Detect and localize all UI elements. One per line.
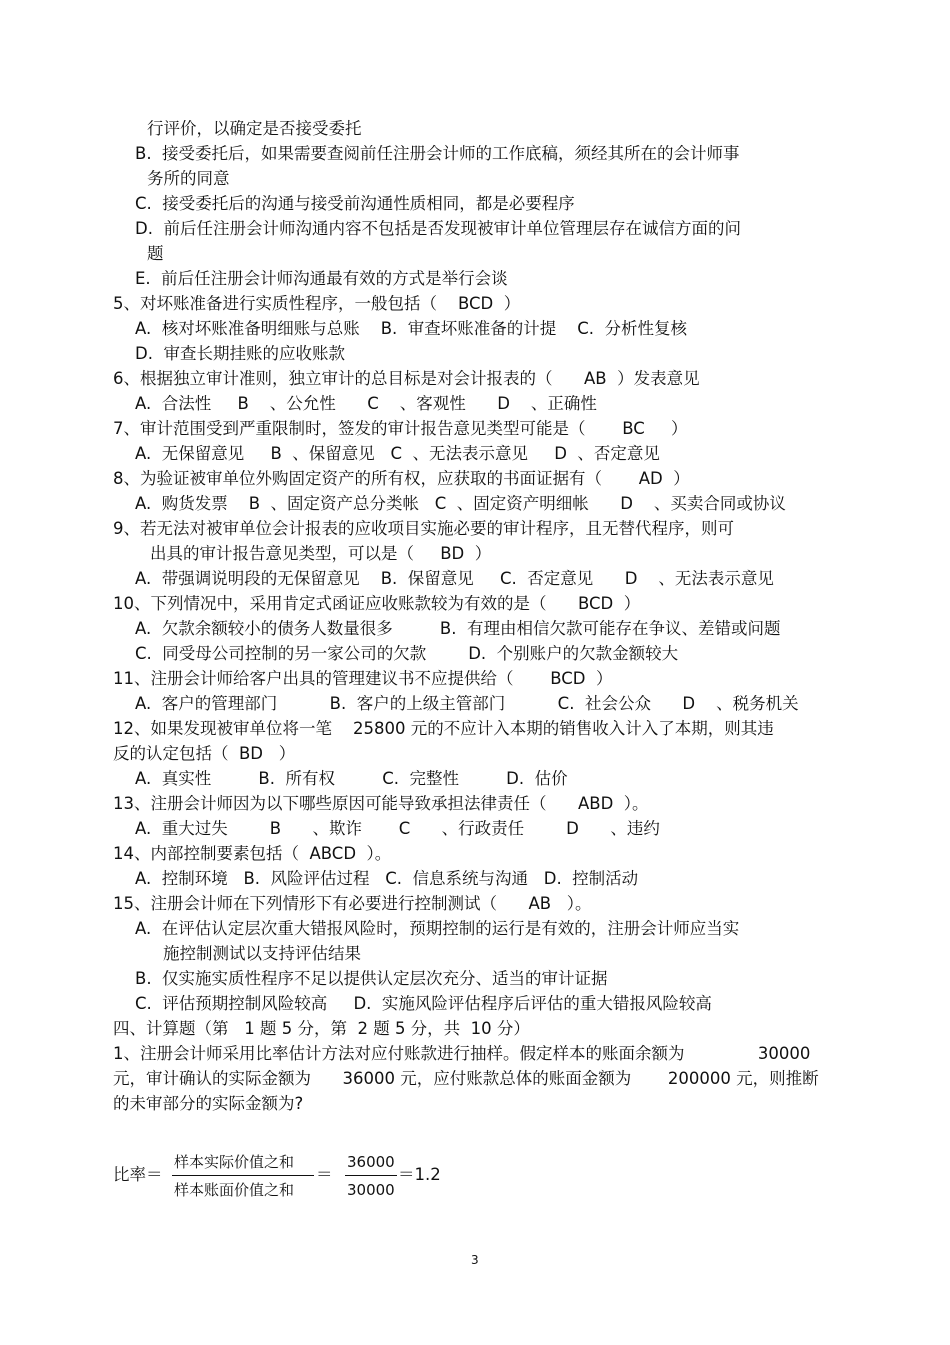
text-line: A. 核对坏账准备明细账与总账 B. 审查坏账准备的计提 C. 分析性复核	[135, 319, 688, 338]
question-line: 15、注册会计师在下列情形下有必要进行控制测试（ AB ）。	[113, 894, 592, 913]
question-line: 10、下列情况中，采用肯定式函证应收账款较为有效的是（ BCD ）	[113, 594, 641, 613]
text-line: 的未审部分的实际金额为?	[113, 1094, 304, 1113]
question-line: 1、注册会计师采用比率估计方法对应付账款进行抽样。假定样本的账面余额为 30000	[113, 1044, 811, 1063]
question-line: 14、内部控制要素包括（ ABCD ）。	[113, 844, 392, 863]
text-line: A. 客户的管理部门 B. 客户的上级主管部门 C. 社会公众 D 、税务机关	[135, 694, 799, 713]
formula-denominator-value: 30000	[347, 1181, 395, 1199]
page-number: 3	[471, 1253, 479, 1267]
question-line: 12、如果发现被审单位将一笔 25800 元的不应计入本期的销售收入计入了本期，则其违	[113, 719, 774, 738]
fraction-bar	[345, 1175, 397, 1176]
text-line: A. 无保留意见 B 、保留意见 C 、无法表示意见 D 、否定意见	[135, 444, 660, 463]
text-line: C. 同受母公司控制的另一家公司的欠款 D. 个别账户的欠款金额较大	[135, 644, 679, 663]
text-line: 题	[147, 244, 164, 263]
text-line: A. 重大过失 B 、欺诈 C 、行政责任 D 、违约	[135, 819, 660, 838]
formula-label: 比率＝	[113, 1165, 163, 1184]
text-line: A. 带强调说明段的无保留意见 B. 保留意见 C. 否定意见 D 、无法表示意见	[135, 569, 774, 588]
question-line: 8、为验证被审单位外购固定资产的所有权，应获取的书面证据有（ AD ）	[113, 469, 690, 488]
text-line: C. 接受委托后的沟通与接受前沟通性质相同，都是必要程序	[135, 194, 575, 213]
text-line: D. 审查长期挂账的应收账款	[135, 344, 345, 363]
text-line: A. 欠款余额较小的债务人数量很多 B. 有理由相信欠款可能存在争议、差错或问题	[135, 619, 781, 638]
formula-numerator: 样本实际价值之和	[174, 1153, 295, 1171]
text-line: E. 前后任注册会计师沟通最有效的方式是举行会谈	[135, 269, 508, 288]
question-line: 13、注册会计师因为以下哪些原因可能导致承担法律责任（ ABD ）。	[113, 794, 649, 813]
formula-numerator-value: 36000	[347, 1153, 395, 1171]
text-line: 反的认定包括（ BD ）	[113, 744, 296, 763]
formula-denominator: 样本账面价值之和	[174, 1181, 295, 1199]
text-line: A. 购货发票 B 、固定资产总分类帐 C 、固定资产明细帐 D 、买卖合同或协议	[135, 494, 786, 513]
text-line: A. 控制环境 B. 风险评估过程 C. 信息系统与沟通 D. 控制活动	[135, 869, 639, 888]
question-line: 11、注册会计师给客户出具的管理建议书不应提供给（ BCD ）	[113, 669, 613, 688]
formula-equals: ＝	[316, 1165, 333, 1184]
text-line: 务所的同意	[147, 169, 230, 188]
text-line: B. 接受委托后，如果需要查阅前任注册会计师的工作底稿，须经其所在的会计师事	[135, 144, 740, 163]
text-line: B. 仅实施实质性程序不足以提供认定层次充分、适当的审计证据	[135, 969, 608, 988]
text-line: A. 在评估认定层次重大错报风险时，预期控制的运行是有效的，注册会计师应当实	[135, 919, 740, 938]
question-line: 5、对坏账准备进行实质性程序，一般包括（ BCD ）	[113, 294, 521, 313]
text-line: A. 合法性 B 、公允性 C 、客观性 D 、正确性	[135, 394, 597, 413]
text-line: A. 真实性 B. 所有权 C. 完整性 D. 估价	[135, 769, 568, 788]
text-line: 施控制测试以支持评估结果	[163, 944, 361, 963]
question-line: 7、审计范围受到严重限制时，签发的审计报告意见类型可能是（ BC ）	[113, 419, 688, 438]
question-line: 6、根据独立审计准则，独立审计的总目标是对会计报表的（ AB ）发表意见	[113, 369, 700, 388]
formula-result: ＝1.2	[398, 1165, 441, 1184]
fraction-bar	[172, 1175, 314, 1176]
section-heading: 四、计算题（第 1 题 5 分，第 2 题 5 分，共 10 分）	[113, 1019, 530, 1038]
text-line: 行评价，以确定是否接受委托	[147, 119, 362, 138]
question-line: 9、若无法对被审单位会计报表的应收项目实施必要的审计程序，且无替代程序，则可	[113, 519, 734, 538]
text-line: C. 评估预期控制风险较高 D. 实施风险评估程序后评估的重大错报风险较高	[135, 994, 712, 1013]
text-line: D. 前后任注册会计师沟通内容不包括是否发现被审计单位管理层存在诚信方面的问	[135, 219, 741, 238]
text-line: 出具的审计报告意见类型，可以是（ BD ）	[150, 544, 492, 563]
text-line: 元，审计确认的实际金额为 36000 元，应付账款总体的账面金额为 200000 元，则推断	[113, 1069, 819, 1088]
